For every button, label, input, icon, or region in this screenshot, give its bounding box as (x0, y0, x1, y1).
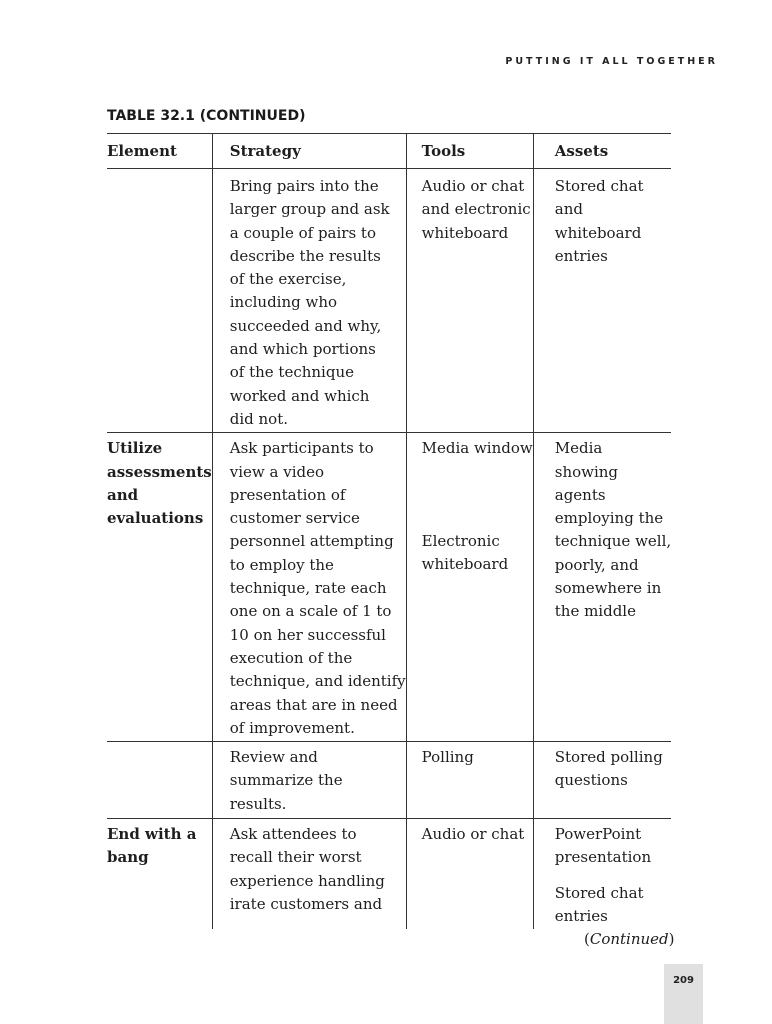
continued-label: Continued (589, 930, 669, 948)
cell-line: entries (554, 907, 608, 926)
cell-line: poorly, and (554, 555, 639, 574)
cell-line: Media window (421, 439, 533, 458)
cell-line: personnel attempting (229, 532, 394, 551)
cell-line: describe the results (229, 246, 381, 265)
tools-group-whiteboard (422, 530, 533, 577)
cell-line: of the technique (229, 363, 354, 382)
cell-line: a couple of pairs to (229, 223, 376, 242)
tools-cell (406, 169, 533, 433)
cell-line: bang (107, 848, 149, 867)
tools-cell (406, 742, 533, 819)
cell-line: End with a (107, 825, 197, 844)
cell-line: of the exercise, (229, 270, 347, 289)
cell-line: areas that are in need (229, 695, 398, 714)
cell-line: Media (554, 439, 603, 458)
assets-cell (533, 433, 671, 742)
header-element: Element (107, 134, 212, 169)
cell-line: assessments (107, 462, 212, 481)
continued-note: (Continued) (584, 930, 675, 948)
table-row (107, 433, 671, 742)
cell-line: execution of the (229, 648, 353, 667)
cell-line: Review and (229, 748, 318, 767)
cell-line: of improvement. (229, 718, 355, 737)
strategy-cell (212, 433, 406, 742)
cell-line: agents (554, 485, 606, 504)
cell-line: worked and which (229, 386, 370, 405)
table-row (107, 742, 671, 819)
header-assets: Assets (533, 134, 671, 169)
cell-line: Stored chat (554, 177, 644, 195)
tools-group-media (422, 437, 533, 460)
element-cell (107, 433, 212, 742)
cell-line: technique, rate each (229, 579, 387, 598)
cell-line: showing (554, 462, 619, 481)
cell-line: evaluations (107, 509, 204, 528)
cell-line: employing the (554, 509, 664, 528)
strategy-cell (212, 819, 406, 930)
cell-line: PowerPoint (554, 825, 642, 844)
assets-cell (533, 169, 671, 433)
cell-line: customer service (229, 509, 360, 528)
assets-group-chat (555, 882, 671, 929)
cell-line: somewhere in (554, 579, 662, 598)
assets-cell (533, 742, 671, 819)
cell-line: Ask attendees to (229, 825, 357, 844)
cell-line: did not. (229, 409, 289, 428)
cell-line: Ask participants to (229, 439, 374, 458)
cell-line: Electronic (421, 531, 500, 550)
cell-line: view a video (229, 462, 324, 481)
page-number: 209 (664, 964, 703, 1024)
cell-line: the middle (554, 602, 636, 621)
cell-line: and (107, 485, 139, 504)
cell-line: 10 on her successful (229, 625, 386, 644)
cell-line: succeeded and why, (229, 316, 382, 335)
table-title: TABLE 32.1 (CONTINUED) (107, 108, 306, 124)
table-row (107, 169, 671, 433)
header-tools: Tools (406, 134, 533, 169)
strategy-cell (212, 169, 406, 433)
running-head: PUTTING IT ALL TOGETHER (505, 56, 718, 67)
assets-group-powerpoint (555, 823, 671, 870)
header-strategy: Strategy (212, 134, 406, 169)
cell-line: technique well, (554, 532, 672, 551)
cell-line: Polling (421, 748, 474, 767)
strategy-cell (212, 742, 406, 819)
element-cell (107, 742, 212, 819)
cell-line: and which portions (229, 340, 376, 359)
cell-line: entries (554, 246, 608, 265)
cell-line: recall their worst (229, 848, 362, 867)
cell-line: Utilize (107, 439, 163, 458)
cell-line: experience handling (229, 871, 385, 890)
cell-line: and electronic (421, 200, 531, 219)
element-cell (107, 169, 212, 433)
cell-line: larger group and ask (229, 200, 390, 219)
cell-line: including who (229, 293, 338, 312)
cell-line: whiteboard (421, 223, 509, 242)
cell-line: Stored polling (554, 748, 663, 767)
assets-cell (533, 819, 671, 930)
cell-line: one on a scale of 1 to (229, 602, 392, 621)
cell-line: Audio or chat (421, 825, 525, 844)
cell-line: summarize the (229, 771, 343, 790)
cell-line: Stored chat (554, 883, 644, 902)
cell-line: questions (554, 771, 628, 790)
cell-line: whiteboard (554, 223, 642, 242)
cell-line: Audio or chat (421, 177, 525, 195)
cell-line: technique, and identify (229, 672, 406, 691)
table-header-row (107, 134, 671, 169)
cell-line: presentation (554, 848, 652, 867)
cell-line: Bring pairs into the (229, 177, 379, 195)
tools-cell (406, 819, 533, 930)
tools-cell (406, 433, 533, 742)
cell-line: to employ the (229, 555, 334, 574)
cell-line: presentation of (229, 485, 346, 504)
cell-line: irate customers and (229, 895, 383, 914)
table-row (107, 819, 671, 930)
strategy-table (107, 133, 671, 929)
cell-line: whiteboard (421, 554, 509, 573)
cell-line: and (554, 200, 583, 219)
element-cell (107, 819, 212, 930)
cell-line: results. (229, 794, 287, 813)
